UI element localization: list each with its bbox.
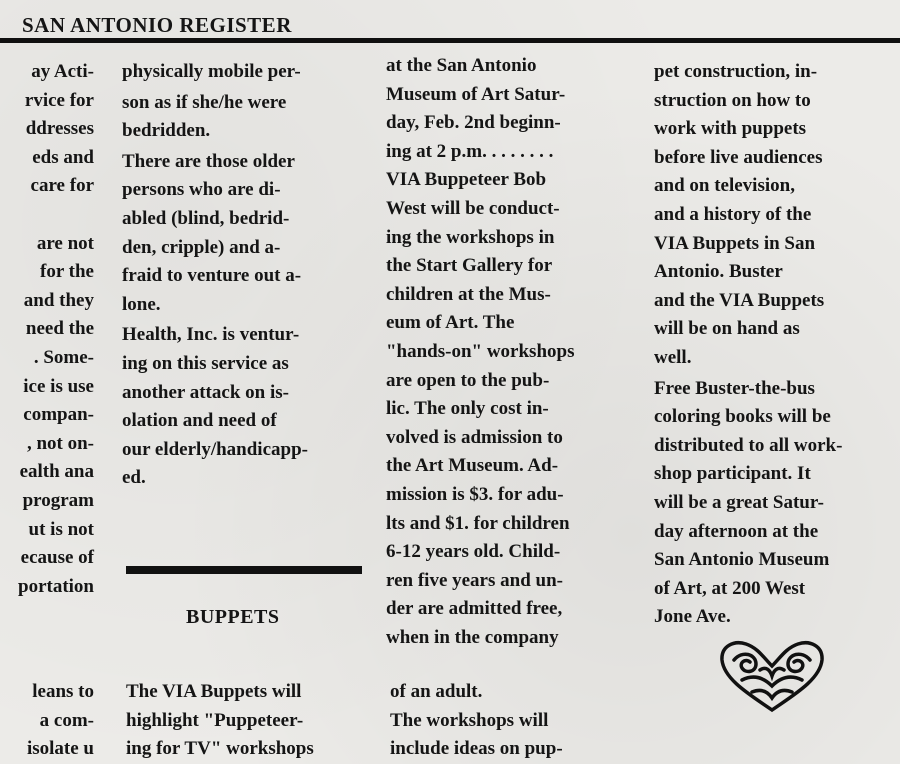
text-line: Free Buster-the-bus bbox=[654, 377, 815, 399]
text-line: ealth ana bbox=[19, 461, 94, 483]
text-line: ay Acti- bbox=[31, 61, 94, 82]
text-line bbox=[0, 201, 94, 230]
text-line: struction on how to bbox=[654, 89, 811, 111]
text-line: will be a great Satur- bbox=[654, 491, 824, 513]
text-line: persons who are di- bbox=[122, 179, 281, 201]
text-line: fraid to venture out a- bbox=[122, 265, 302, 287]
text-line: San Antonio Museum bbox=[654, 549, 830, 571]
text-line: well. bbox=[654, 346, 692, 368]
text-line: abled (blind, bedrid- bbox=[122, 207, 290, 229]
text-line: care for bbox=[30, 175, 94, 197]
column-1-lower bbox=[0, 678, 94, 764]
text-line: are not bbox=[36, 232, 94, 254]
text-line: compan- bbox=[23, 404, 94, 426]
text-line: children at the Mus- bbox=[386, 283, 551, 305]
column-3 bbox=[386, 52, 622, 652]
text-line: eds and bbox=[32, 146, 94, 168]
text-line: the Start Gallery for bbox=[386, 255, 553, 277]
text-line: rvice for bbox=[24, 89, 94, 111]
text-line: VIA Buppets in San bbox=[654, 232, 816, 254]
text-line: ice is use bbox=[23, 375, 94, 397]
text-line: will be on hand as bbox=[654, 318, 800, 340]
text-line: day afternoon at the bbox=[654, 520, 819, 542]
text-line: West will be conduct- bbox=[386, 197, 560, 219]
text-line: when in the company bbox=[386, 626, 559, 648]
text-line: ing the workshops in bbox=[386, 226, 555, 248]
text-line: and they bbox=[23, 289, 94, 311]
text-line: isolate u bbox=[26, 738, 94, 760]
text-line: distributed to all work- bbox=[654, 434, 843, 456]
text-line: program bbox=[22, 489, 94, 511]
text-line: der are admitted free, bbox=[386, 598, 563, 620]
text-line: and a history of the bbox=[654, 203, 812, 225]
text-line: The workshops will bbox=[390, 709, 549, 731]
text-line: of an adult. bbox=[390, 681, 483, 702]
text-line: . Some- bbox=[33, 346, 94, 368]
column-2-lower bbox=[126, 678, 366, 764]
text-line: portation bbox=[18, 575, 94, 597]
text-line: shop participant. It bbox=[654, 463, 811, 485]
text-line: for the bbox=[40, 261, 94, 283]
column-1 bbox=[0, 58, 94, 601]
text-line: eum of Art. The bbox=[386, 312, 515, 334]
text-line: ing on this service as bbox=[122, 352, 289, 374]
text-line: include ideas on pup- bbox=[390, 738, 563, 760]
text-line: lts and $1. for children bbox=[386, 512, 570, 534]
text-line: work with puppets bbox=[654, 118, 807, 140]
text-line: highlight "Puppeteer- bbox=[126, 709, 304, 731]
text-line: Antonio. Buster bbox=[654, 261, 783, 283]
text-line: of Art, at 200 West bbox=[654, 577, 806, 599]
text-line: and on television, bbox=[654, 175, 795, 197]
text-line: lic. The only cost in- bbox=[386, 398, 549, 420]
text-line: at the San Antonio bbox=[386, 55, 537, 76]
text-line: ren five years and un- bbox=[386, 569, 563, 591]
text-line: the Art Museum. Ad- bbox=[386, 455, 559, 477]
text-line: our elderly/handicapp- bbox=[122, 438, 308, 460]
text-line: ed. bbox=[122, 467, 146, 489]
section-rule bbox=[126, 566, 362, 574]
column-4 bbox=[654, 58, 890, 632]
text-line: son as if she/he were bbox=[122, 91, 287, 113]
section-heading-buppets: BUPPETS bbox=[186, 606, 280, 628]
text-line: "hands-on" workshops bbox=[386, 340, 575, 362]
text-line: before live audiences bbox=[654, 146, 823, 168]
text-line: ecause of bbox=[20, 547, 94, 569]
text-line: VIA Buppeteer Bob bbox=[386, 169, 547, 191]
text-line: day, Feb. 2nd beginn- bbox=[386, 112, 561, 134]
text-line: need the bbox=[25, 318, 94, 340]
column-2 bbox=[122, 58, 362, 493]
masthead: SAN ANTONIO REGISTER bbox=[22, 13, 292, 37]
text-line: a com- bbox=[39, 709, 94, 731]
text-line: There are those older bbox=[122, 150, 295, 172]
text-line: olation and need of bbox=[122, 410, 277, 432]
text-line: den, cripple) and a- bbox=[122, 236, 281, 258]
masthead-rule bbox=[0, 38, 900, 43]
text-line: ing for TV" workshops bbox=[126, 738, 314, 760]
column-3-lower bbox=[390, 678, 626, 764]
text-line: ddresses bbox=[25, 118, 94, 140]
text-line: mission is $3. for adu- bbox=[386, 483, 564, 505]
text-line: coloring books will be bbox=[654, 406, 831, 428]
text-line: bedridden. bbox=[122, 120, 211, 142]
text-line: Museum of Art Satur- bbox=[386, 83, 566, 105]
text-line: Jone Ave. bbox=[654, 606, 731, 628]
text-line: Health, Inc. is ventur- bbox=[122, 324, 300, 346]
text-line: The VIA Buppets will bbox=[126, 681, 302, 702]
text-line: physically mobile per- bbox=[122, 61, 301, 82]
text-line: leans to bbox=[32, 681, 94, 702]
text-line: volved is admission to bbox=[386, 426, 563, 448]
text-line: ut is not bbox=[28, 518, 94, 540]
text-line: lone. bbox=[122, 293, 161, 315]
text-line: are open to the pub- bbox=[386, 369, 550, 391]
text-line: ing at 2 p.m. . . . . . . . bbox=[386, 140, 554, 162]
text-line: pet construction, in- bbox=[654, 61, 818, 82]
text-line: , not on- bbox=[26, 432, 94, 454]
text-line: 6-12 years old. Child- bbox=[386, 541, 561, 563]
text-line: another attack on is- bbox=[122, 381, 289, 403]
scroll-heart-icon bbox=[712, 636, 832, 714]
text-line: and the VIA Buppets bbox=[654, 289, 825, 311]
